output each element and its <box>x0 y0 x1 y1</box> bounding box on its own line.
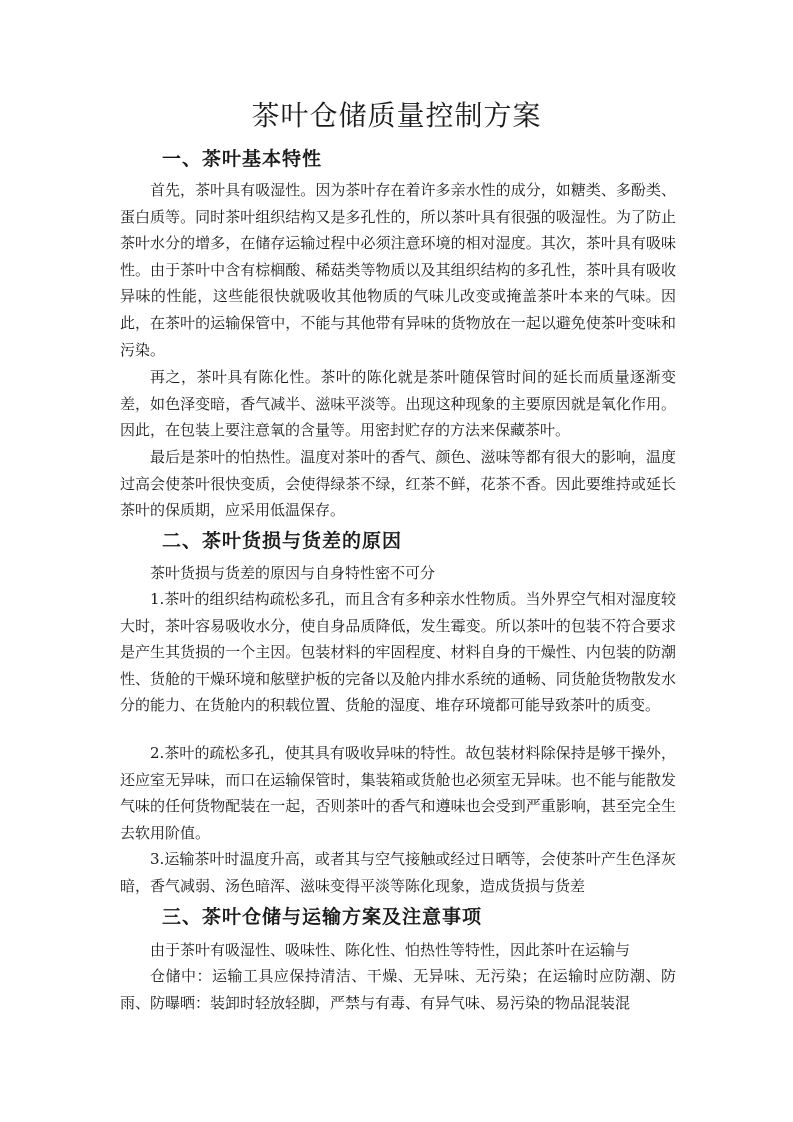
paragraph-3-2: 仓储中：运输工具应保持清洁、干燥、无异味、无污染；在运输时应防潮、防雨、防曝晒：装卸时轻放轻脚，严禁与有毒、有异气味、易污染的物品混装混 <box>120 967 676 1012</box>
paragraph-2-4: 3.运输茶叶时温度升高，或者其与空气接触或经过日晒等，会使茶叶产生色泽灰暗，香气减弱、汤色暗浑、滋味变得平淡等陈化现象，造成货损与货差 <box>120 850 676 895</box>
paragraph-1-1: 首先，茶叶具有吸湿性。因为茶叶存在着许多亲水性的成分，如糖类、多酚类、蛋白质等。同时茶叶组织结构又是多孔性的，所以茶叶具有很强的吸湿性。为了防止茶叶水分的增多，在储存运输过程中必须注意环境的相对湿度。其次，茶叶具有吸味性。由于茶叶中含有棕榈酸、稀菇类等物质以及其组织结构的多孔性，茶叶具有吸收异味的性能，这些能很快就吸收其他物质的气味儿改变或掩盖茶叶本来的气味。因此，在茶叶的运输保管中，不能与其他带有异味的货物放在一起以避免使茶叶变味和污染。 <box>120 181 676 359</box>
paragraph-2-2: 1.茶叶的组织结构疏松多孔，而且含有多种亲水性物质。当外界空气相对湿度较大时，茶叶容易吸收水分，使自身品质降低，发生霉变。所以茶叶的包装不符合要求是产生其货损的一个主因。包装材料的牢固程度、材料自身的干燥性、内包装的防潮性、货舱的干燥环境和舷壁护板的完备以及舱内排水系统的通畅、同货舱货物散发水分的能力、在货舱内的积载位置、货舱的湿度、堆存环境都可能导致茶叶的质变。 <box>120 590 676 715</box>
section-heading-2: 二、茶叶货损与货差的原因 <box>162 530 403 552</box>
paragraph-1-3: 最后是茶叶的怕热性。温度对茶叶的香气、颜色、滋味等都有很大的影响，温度过高会使茶叶很快变质，会使得绿茶不绿，红茶不鲜，花茶不香。因此要维持或延长茶叶的保质期，应采用低温保存。 <box>120 448 676 520</box>
paragraph-1-2: 再之，茶叶具有陈化性。茶叶的陈化就是茶叶随保管时间的延长而质量逐渐变差，如色泽变暗，香气减半、滋味平淡等。出现这种现象的主要原因就是氧化作用。因此，在包装上要注意氧的含量等。用密封贮存的方法来保藏茶叶。 <box>120 368 676 440</box>
section-heading-1: 一、茶叶基本特性 <box>162 148 323 170</box>
document-title: 茶叶仓储质量控制方案 <box>251 99 542 132</box>
section-heading-3: 三、茶叶仓储与运输方案及注意事项 <box>162 906 483 928</box>
paragraph-3-1: 由于茶叶有吸湿性、吸味性、陈化性、怕热性等特性，因此茶叶在运输与 <box>150 941 631 959</box>
paragraph-2-1: 茶叶货损与货差的原因与自身特性密不可分 <box>150 564 436 582</box>
paragraph-2-3: 2.茶叶的疏松多孔，使其具有吸收异味的特性。故包装材料除保持是够干操外，还应室无异味，而口在运输保管时，集装箱或货舱也必须室无异味。也不能与能散发气味的任何货物配装在一起，否则茶叶的香气和遵味也会受到严重影响，甚至完全生去软用阶值。 <box>120 744 676 842</box>
